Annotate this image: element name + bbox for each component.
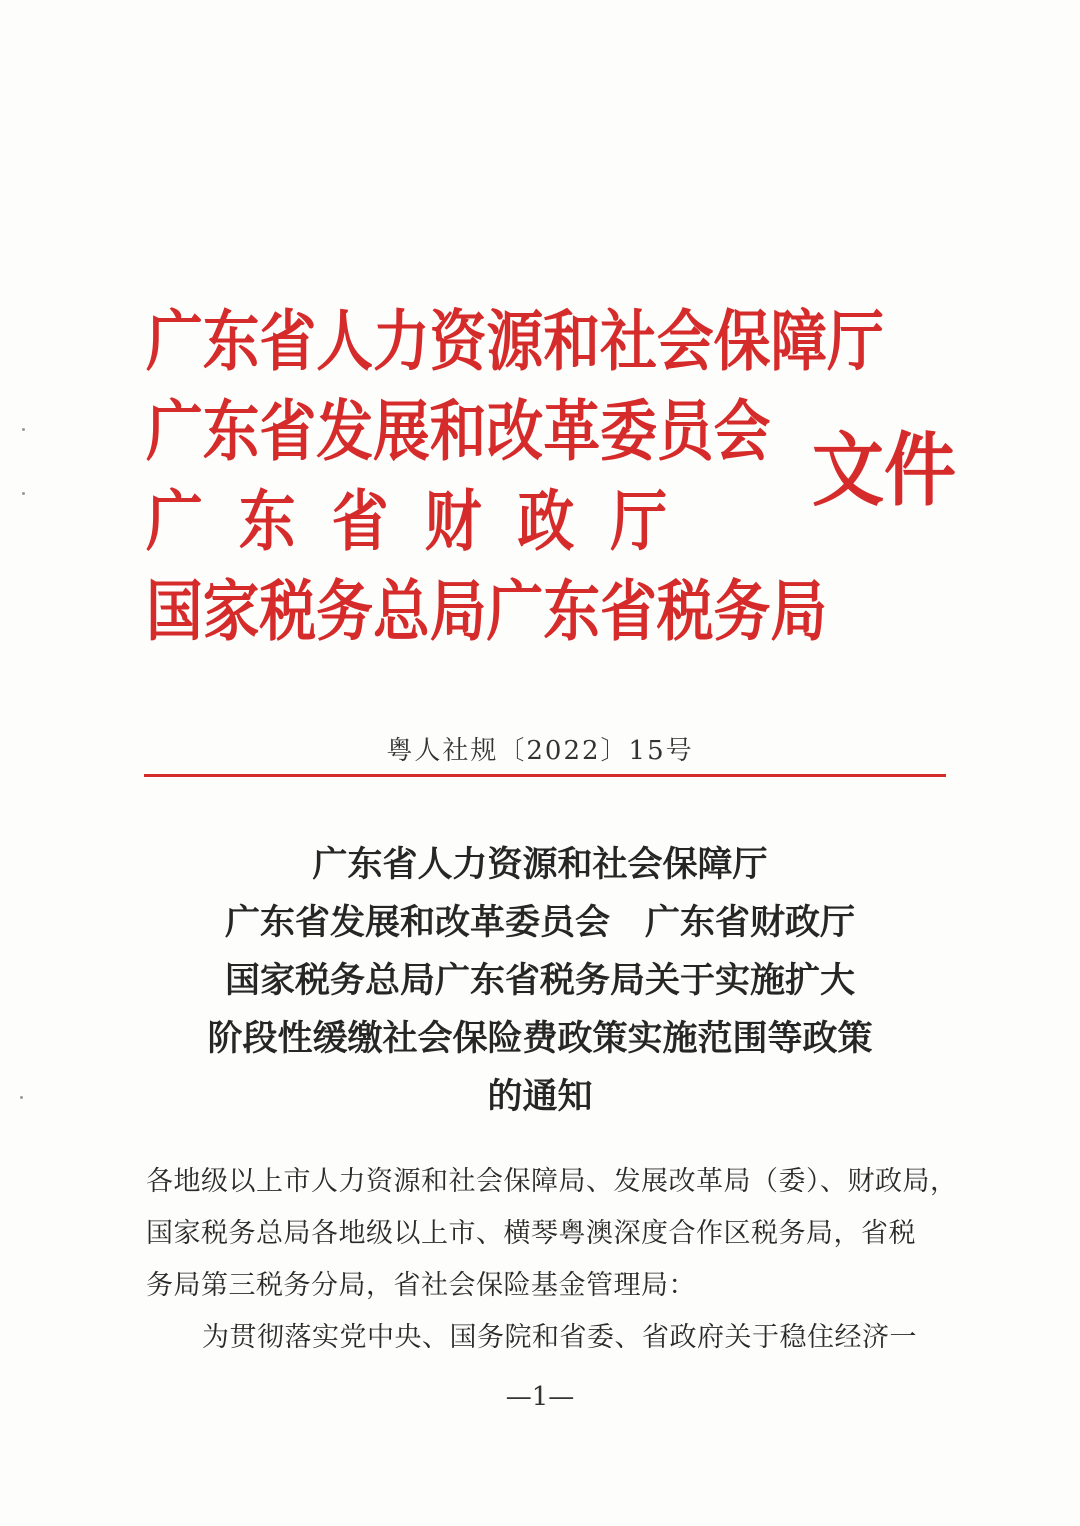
scan-speck [22, 428, 25, 431]
title-line: 的通知 [487, 1076, 593, 1117]
document-body [146, 1156, 958, 1364]
title-line: 广东省人力资源和社会保障厅 [312, 844, 768, 885]
document-number: 粤人社规〔2022〕15号 [386, 736, 694, 766]
issuer-tax: 国家税务总局广东省税务局 [146, 572, 828, 650]
title-line: 广东省发展和改革委员会 广东省财政厅 [224, 902, 855, 943]
issuer-ndrc: 广东省发展和改革委员会 [146, 392, 771, 470]
title-line: 阶段性缓缴社会保险费政策实施范围等政策 [207, 1018, 873, 1059]
issuer-hrss: 广东省人力资源和社会保障厅 [146, 302, 884, 380]
addressee-line: 各地级以上市人力资源和社会保障局、发展改革局（委）、财政局， [146, 1166, 958, 1197]
document-suffix: 文件 [812, 423, 956, 517]
addressee-line: 国家税务总局各地级以上市、横琴粤澳深度合作区税务局，省税 [146, 1218, 916, 1249]
scan-speck [22, 492, 25, 495]
page-number: —1— [505, 1382, 575, 1412]
scan-speck [20, 1096, 23, 1099]
paragraph-line: 为贯彻落实党中央、国务院和省委、省政府关于稳住经济一 [202, 1322, 917, 1353]
title-line: 国家税务总局广东省税务局关于实施扩大 [224, 960, 855, 1001]
addressee-line: 务局第三税务分局，省社会保险基金管理局： [146, 1270, 696, 1301]
issuer-finance: 广东省财政厅 [146, 482, 704, 560]
document-title [140, 836, 940, 1126]
red-divider [144, 774, 946, 777]
